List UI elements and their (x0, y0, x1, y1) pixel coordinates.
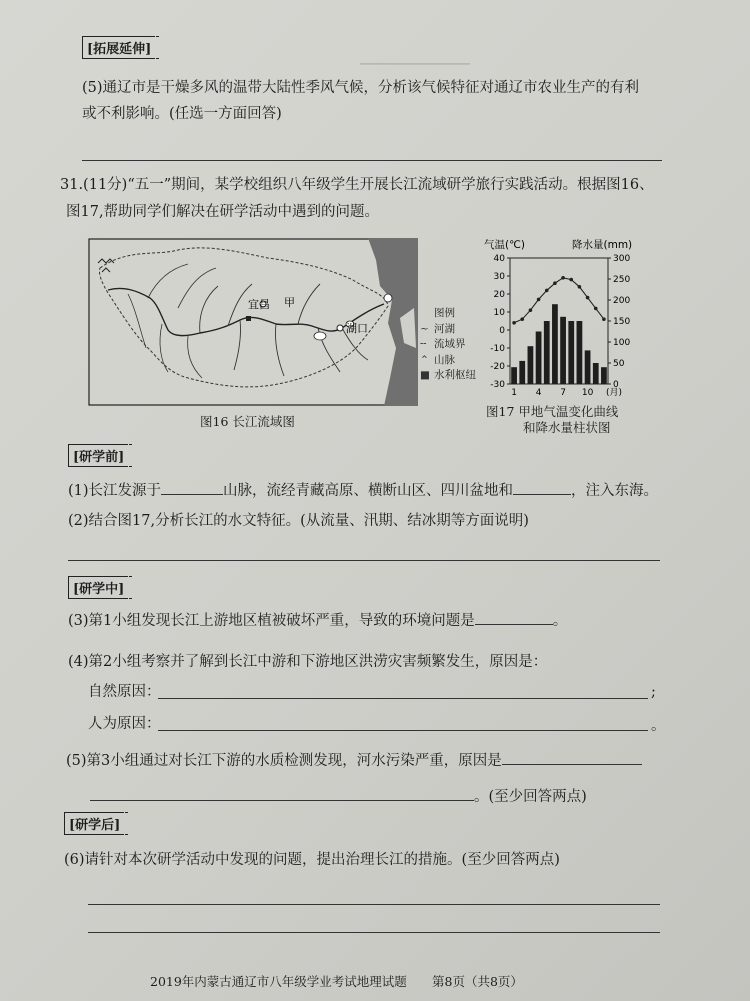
chart-bar-precip (528, 346, 534, 384)
q6: (6)请针对本次研学活动中发现的问题，提出治理长江的措施。(至少回答两点) (64, 852, 560, 868)
q3-part-a: (3)第1小组发现长江上游地区植被破坏严重，导致的环境问题是 (68, 613, 475, 629)
q4-natural-label: 自然原因： (88, 684, 161, 700)
q5-top-line1: (5)通辽市是干燥多风的温带大陆性季风气候，分析该气候特征对通辽市农业生产的有利 (82, 80, 640, 96)
chart-bar-precip (511, 367, 517, 384)
yangtze-basin-map (88, 238, 418, 406)
legend-boundary: ╌ 流域界 (420, 338, 466, 350)
q4-human-line[interactable] (158, 730, 648, 731)
chart-point-temp (569, 278, 573, 282)
legend-river: ~ 河湖 (420, 322, 455, 335)
map-legend (420, 306, 476, 384)
climate-chart (476, 236, 646, 398)
q5b-line2 (90, 786, 587, 807)
chart-tick-label-left: -10 (490, 344, 505, 354)
legend-river-label: 河湖 (434, 322, 455, 335)
chart-bar-precip (568, 321, 574, 384)
chart-bar-precip (585, 350, 591, 384)
chart-tick-label-right: 200 (613, 296, 631, 306)
chart-title-2: 和降水量柱状图 (523, 420, 611, 435)
q4-main: (4)第2小组考察并了解到长江中游和下游地区洪涝灾害频繁发生，原因是： (68, 654, 548, 670)
footer-page: 第8页（共8页） (432, 974, 523, 989)
q4-natural-line[interactable] (158, 698, 648, 699)
map-caption: 图16 长江流域图 (200, 414, 295, 429)
q31-line1: 31.(11分)“五一”期间，某学校组织八年级学生开展长江流域研学旅行实践活动。根据图16、 (60, 177, 654, 193)
chart-xtick-label: 7 (560, 388, 566, 398)
chart-point-temp (537, 298, 541, 302)
chart-bar-precip (552, 304, 558, 384)
chart-xtick-label: 1 (511, 388, 517, 398)
legend-title: 图例 (434, 307, 455, 319)
chart-point-temp (561, 276, 565, 280)
chart-tick-label-right: 250 (613, 275, 631, 285)
q1-blank-2[interactable] (513, 480, 571, 495)
chart-tick-label-left: -20 (490, 362, 505, 372)
q1 (68, 480, 658, 501)
chart-point-temp (553, 281, 557, 285)
chart-point-temp (520, 317, 524, 321)
q1-part-a: (1)长江发源于 (68, 483, 162, 499)
q3 (68, 610, 567, 631)
q6-answer-line-1[interactable] (88, 904, 660, 905)
q4-natural-end: ; (651, 684, 656, 700)
section-after: [研学后] (64, 812, 124, 835)
chart-tick-label-right: 100 (613, 338, 631, 348)
label-yichang: 宜昌 (248, 298, 270, 311)
chart-xtick-label: 4 (535, 388, 542, 398)
chart-line-temp (514, 278, 604, 323)
q3-part-b: 。 (552, 613, 568, 629)
q5b-blank-1[interactable] (502, 750, 642, 765)
chart-bar-precip (577, 321, 583, 384)
chart-point-temp (602, 317, 606, 321)
chart-tick-label-right: 50 (613, 359, 625, 369)
section-extend: [拓展延伸] (82, 36, 155, 59)
q5b-part-b: 。(至少回答两点) (474, 789, 587, 805)
legend-mountain-label: 山脉 (434, 353, 455, 366)
legend-dam: ■ 水利枢纽 (420, 369, 476, 381)
chart-ylabel-left: 气温(℃) (484, 239, 525, 251)
q1-blank-1[interactable] (161, 480, 223, 495)
chart-tick-label-left: -30 (490, 380, 505, 390)
chart-ylabel-right: 降水量(mm) (572, 239, 633, 251)
legend-boundary-label: 流域界 (434, 338, 466, 350)
chart-tick-label-right: 150 (613, 317, 631, 327)
chart-tick-label-left: 10 (493, 308, 505, 318)
chart-tick-label-left: 30 (493, 272, 505, 282)
legend-dam-label: 水利枢纽 (434, 369, 476, 381)
chart-xtick-unit: (月) (606, 388, 623, 398)
chart-point-temp (545, 289, 549, 293)
chart-title: 图17 甲地气温变化曲线 (486, 404, 619, 419)
legend-mountain: ⌃ 山脉 (420, 353, 455, 366)
q5b-part-a: (5)第3小组通过对长江下游的水质检测发现，河水污染严重，原因是 (66, 753, 502, 769)
section-during: [研学中] (68, 576, 128, 599)
q5b-blank-2[interactable] (90, 786, 474, 801)
q3-blank[interactable] (475, 610, 553, 625)
bleed-through: ▁▁▁▁▁▁▁▁▁▁▁▁▁ (360, 52, 470, 65)
q5b-line1 (66, 750, 642, 771)
chart-tick-label-right: 300 (613, 254, 631, 264)
label-jia: 甲 (284, 296, 295, 309)
chart-tick-label-left: 40 (493, 254, 505, 264)
label-hukou: 湖口 (346, 322, 368, 335)
q2: (2)结合图17,分析长江的水文特征。(从流量、汛期、结冰期等方面说明) (68, 513, 529, 529)
chart-tick-label-right: 0 (613, 380, 619, 390)
chart-bar-precip (593, 363, 599, 384)
chart-point-temp (578, 285, 582, 289)
chart-bar-precip (560, 317, 566, 384)
chart-point-temp (512, 321, 516, 325)
chart-tick-label-left: 0 (499, 326, 505, 336)
q4-human-end: 。 (651, 718, 666, 734)
q31-line2: 图17,帮助同学们解决在研学活动中遇到的问题。 (66, 204, 380, 220)
chart-tick-label-left: 20 (493, 290, 505, 300)
chart-xtick-label: 10 (581, 388, 594, 398)
q2-answer-line[interactable] (68, 560, 660, 561)
chart-point-temp (594, 307, 598, 311)
chart-bar-precip (519, 361, 525, 384)
q5-top-line2: 或不利影响。(任选一方面回答) (82, 106, 282, 122)
chart-bar-precip (601, 367, 607, 384)
chart-bar-precip (536, 332, 542, 385)
q1-part-b: 山脉，流经青藏高原、横断山区、四川盆地和 (223, 483, 514, 499)
chart-point-temp (529, 308, 533, 312)
chart-bar-precip (544, 321, 550, 384)
footer-title: 2019年内蒙古通辽市八年级学业考试地理试题 (150, 974, 407, 989)
q6-answer-line-2[interactable] (88, 932, 660, 933)
answer-line (82, 160, 662, 161)
q1-part-c: ，注入东海。 (571, 483, 659, 499)
section-before: [研学前] (68, 444, 128, 467)
chart-point-temp (586, 296, 590, 300)
q4-human-label: 人为原因： (88, 716, 161, 732)
